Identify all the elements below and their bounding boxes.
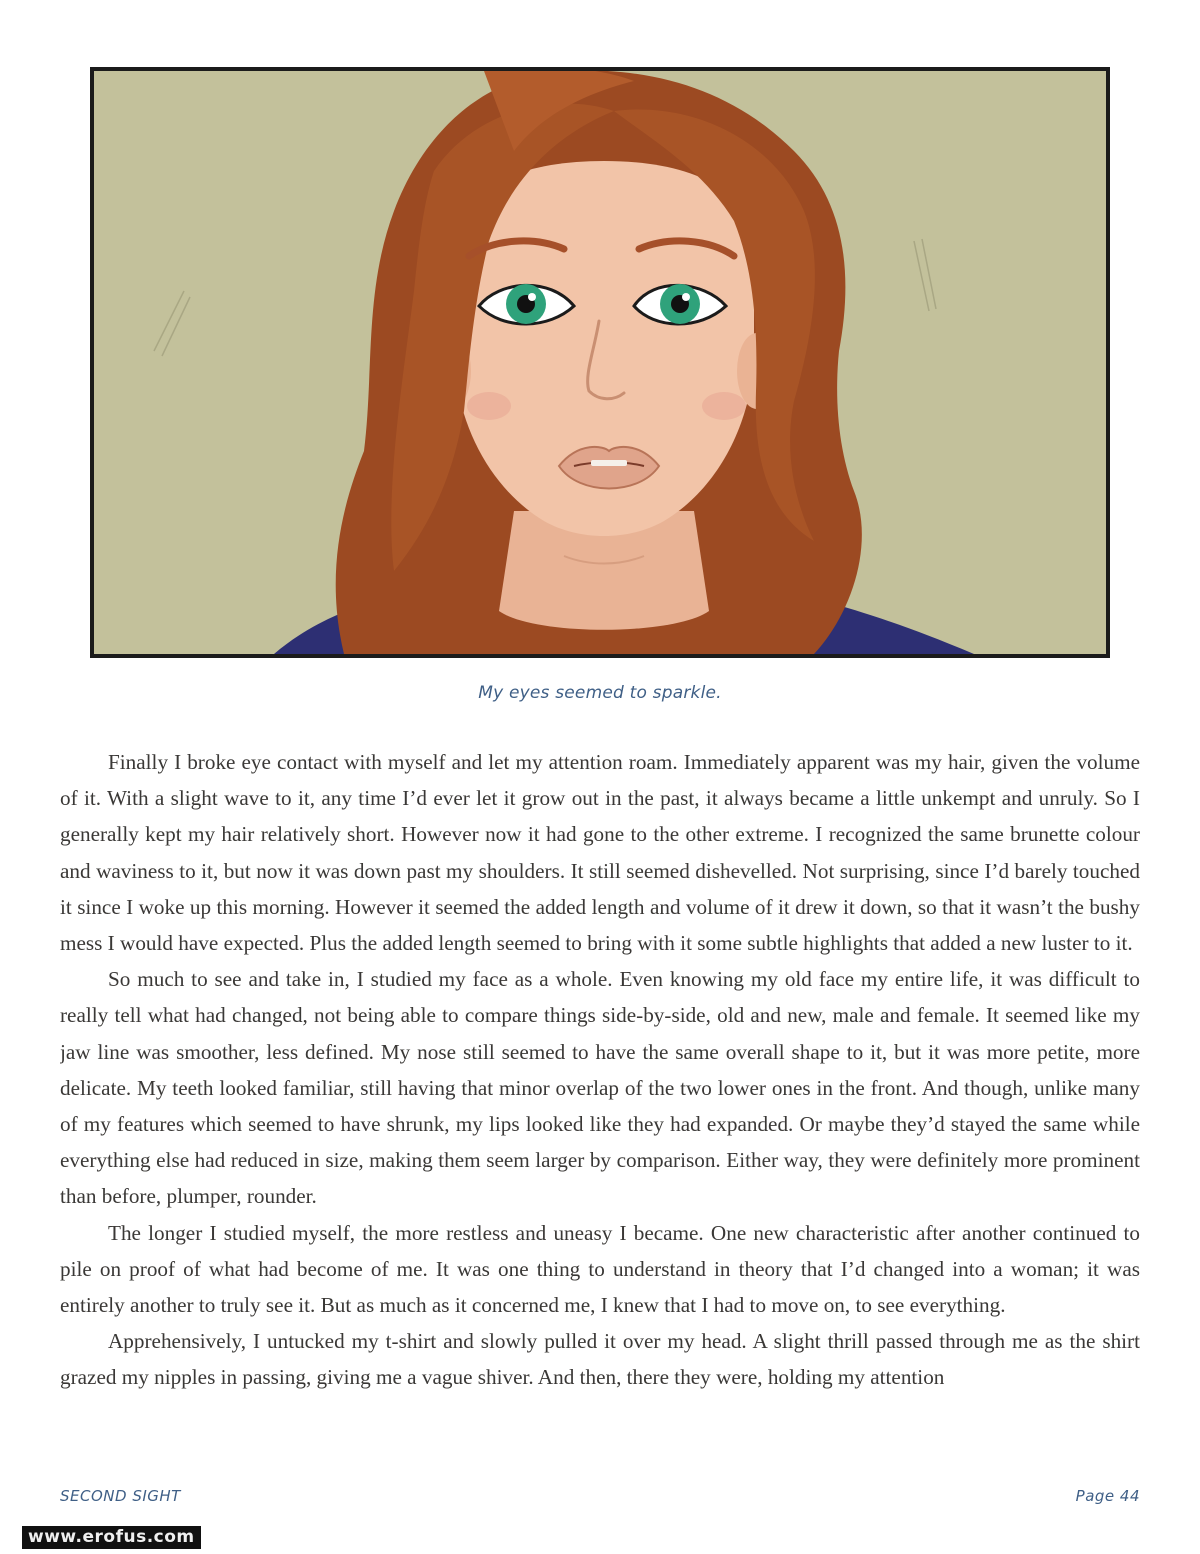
panel-caption: My eyes seemed to sparkle. <box>478 683 722 703</box>
paragraph: So much to see and take in, I studied my face as a whole. Even knowing my old face my entire life, it was difficult to really tell what had changed, not being able to compare things side-by-side, old and new, male and female. It seemed like my jaw line was smoother, less defined. My nose still seemed to have the same overall shape to it, but it was more petite, more delicate. My teeth looked familiar, still having that minor overlap of the two lower ones in the front. And though, unlike many of my features which seemed to have shrunk, my lips looked like they had expanded. Or maybe they’d stayed the same while everything else had reduced in size, making them seem larger by comparison. Either way, they were definitely more prominent than before, plumper, rounder. <box>60 967 1140 1209</box>
paragraph: The longer I studied myself, the more restless and uneasy I became. One new characteristic after another continued to pile on proof of what had become of me. It was one thing to understand in theory that I’d changed into a woman; it was entirely another to truly see it. But as much as it concerned me, I knew that I had to move on, to see everything. <box>60 1220 1140 1318</box>
paragraph: Finally I broke eye contact with myself and let my attention roam. Immediately apparent was my hair, given the volume of it. With a slight wave to it, any time I’d ever let it grow out in the past, it always became a little unkempt and unruly. So I generally kept my hair relatively short. However now it had gone to the other extreme. I recognized the same brunette colour and waviness to it, but now it was down past my shoulders. It still seemed dishevelled. Not surprising, since I’d barely touched it since I woke up this morning. However it seemed the added length and volume of it drew it down, so that it wasn’t the bushy mess I would have expected. Plus the added length seemed to bring with it some subtle highlights that added a new luster to it. <box>60 750 1140 956</box>
book-title: SECOND SIGHT <box>60 1487 181 1505</box>
page-number: Page 44 <box>1075 1487 1140 1505</box>
story-text <box>60 744 1140 1474</box>
comic-panel <box>90 67 1110 658</box>
watermark: www.erofus.com <box>22 1526 201 1549</box>
portrait-illustration <box>94 71 1106 654</box>
paragraph: Apprehensively, I untucked my t-shirt and slowly pulled it over my head. A slight thrill passed through me as the shirt grazed my nipples in passing, giving me a vague shiver. And then, there they were, holding my attention <box>60 1329 1140 1390</box>
